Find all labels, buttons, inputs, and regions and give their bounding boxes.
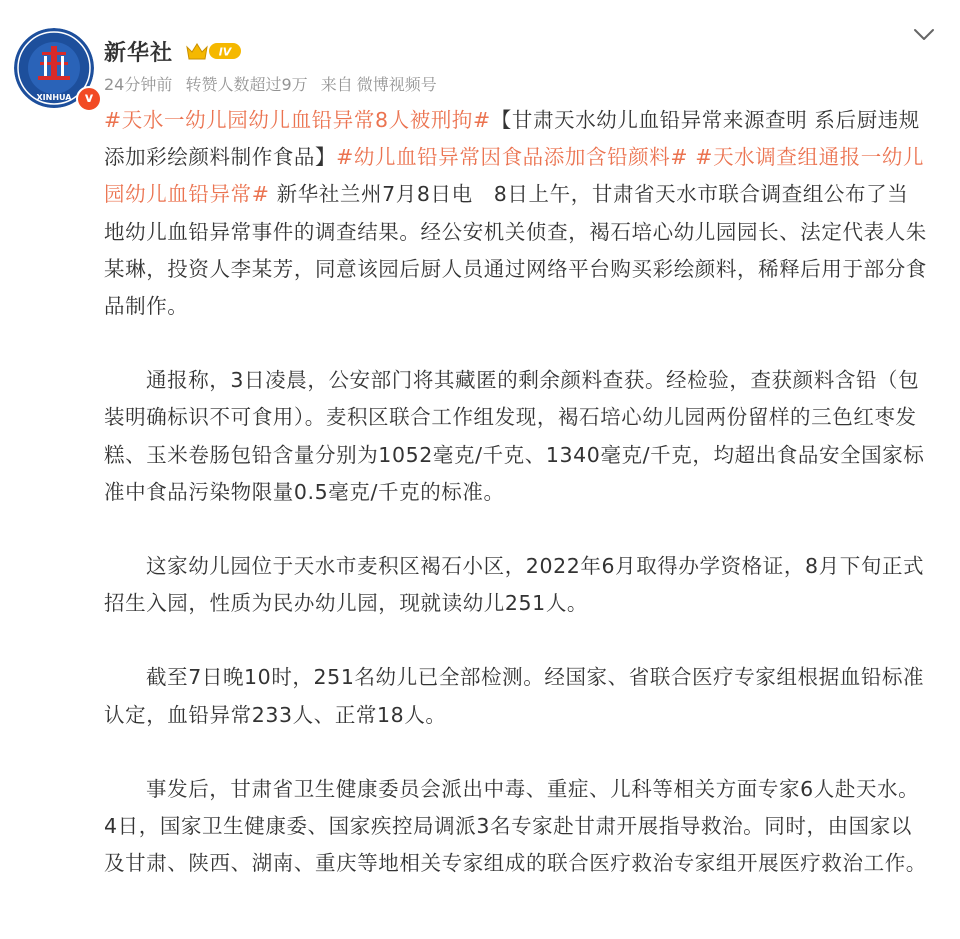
paragraph-gap: [104, 511, 928, 548]
paragraph-gap: [104, 325, 928, 362]
paragraph-1: [104, 102, 928, 325]
body-text: 新华社兰州7月8日电 8日上午，甘肃省天水市联合调查组公布了当地幼儿血铅异常事件的调查结果。经公安机关侦查，褐石培心幼儿园园长、法定代表人朱某琳，投资人李某芳，同意该园后厨人员通过网络平台购买彩绘颜料，稀释后用于部分食品制作。: [104, 182, 927, 319]
paragraph-3: 这家幼儿园位于天水市麦积区褐石小区，2022年6月取得办学资格证，8月下旬正式招生入园，性质为民办幼儿园，现就读幼儿251人。: [104, 554, 925, 616]
post-source[interactable]: 微博视频号: [356, 75, 437, 94]
level-badge-icon[interactable]: [185, 39, 243, 63]
repost-count: 转赞人数超过9万: [185, 75, 308, 94]
post-time[interactable]: 24分钟前: [104, 75, 173, 94]
author-row: [104, 36, 243, 66]
paragraph-4: 截至7日晚10时，251名幼儿已全部检测。经国家、省联合医疗专家组根据血铅标准认定，血铅异常233人、正常18人。: [104, 665, 925, 727]
svg-text:XINHUA: XINHUA: [36, 93, 72, 102]
paragraph-gap: [104, 734, 928, 771]
paragraph-2: 通报称，3日凌晨，公安部门将其藏匿的剩余颜料查获。经检验，查获颜料含铅（包装明确标识不可食用）。麦积区联合工作组发现，褐石培心幼儿园两份留样的三色红枣发糕、玉米卷肠包铅含量分别为1052毫克/千克、1340毫克/千克，均超出食品安全国家标准中食品污染物限量0.5毫克/千克的标准。: [104, 368, 925, 504]
verified-v-icon: v: [76, 86, 102, 112]
paragraph-5: 事发后，甘肃省卫生健康委员会派出中毒、重症、儿科等相关方面专家6人赴天水。4日，国家卫生健康委、国家疾控局调派3名专家赴甘肃开展指导救治。同时，由国家以及甘肃、陕西、湖南、重庆等地相关专家组成的联合医疗救治专家组开展医疗救治工作。: [104, 776, 927, 876]
chevron-down-icon[interactable]: [912, 22, 936, 46]
paragraph-gap: [104, 622, 928, 659]
post-header: [12, 22, 940, 108]
topic-link[interactable]: #天水调查组通报一幼儿园幼儿血铅异常#: [104, 145, 925, 207]
source-prefix: 来自: [320, 75, 353, 94]
headline-text: 【甘肃天水幼儿血铅异常来源查明 系后厨违规添加彩绘颜料制作食品】: [104, 108, 920, 170]
post-meta: [104, 72, 445, 95]
topic-link[interactable]: #天水一幼儿园幼儿血铅异常8人被刑拘#: [104, 108, 491, 132]
author-name[interactable]: 新华社: [104, 40, 174, 66]
topic-link[interactable]: #幼儿血铅异常因食品添加含铅颜料#: [336, 145, 689, 170]
post-body: [104, 102, 928, 882]
svg-text:IV: IV: [218, 45, 232, 59]
